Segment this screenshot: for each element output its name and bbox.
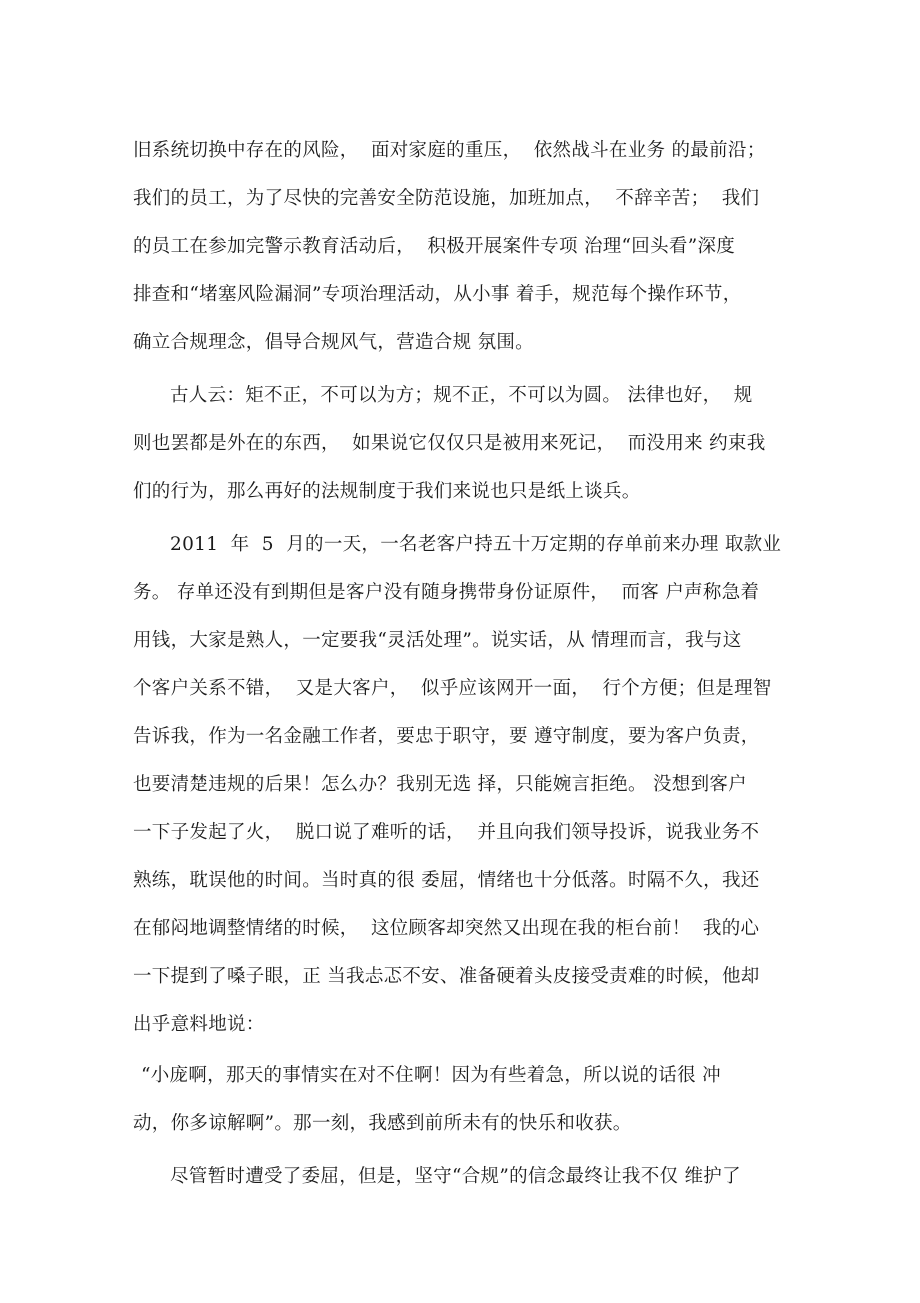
text-line: 古人云：矩不正，不可以为方；规不正，不可以为圆。 法律也好， 规 (170, 385, 753, 406)
text-line: 的员工在参加完警示教育活动后， 积极开展案件专项 治理“回头看”深度 (133, 236, 736, 257)
text-line: 务。 存单还没有到期但是客户没有随身携带身份证原件， 而客 户声称急着 (133, 582, 760, 603)
text-line: 个客户关系不错， 又是大客户， 似乎应该网开一面， 行个方便；但是理智 (133, 678, 772, 699)
text-line: 用钱，大家是熟人，一定要我“灵活处理”。说实话，从 情理而言，我与这 (133, 630, 742, 651)
text-line: 确立合规理念，倡导合规风气，营造合规 氛围。 (133, 332, 534, 353)
text-line: 动，你多谅解啊”。那一刻，我感到前所未有的快乐和收获。 (133, 1113, 632, 1134)
text-line: 在郁闷地调整情绪的时候， 这位顾客却突然又出现在我的柜台前！ 我的心 (133, 918, 760, 939)
text-line: 出乎意料地说： (133, 1014, 265, 1035)
text-line: 旧系统切换中存在的风险， 面对家庭的重压， 依然战斗在业务 的最前沿； (133, 140, 766, 161)
text-line: 也要清楚违规的后果！怎么办？我别无选 择，只能婉言拒绝。 没想到客户 (133, 774, 747, 795)
text-line: 一下子发起了火， 脱口说了难听的话， 并且向我们领导投诉，说我业务不 (133, 822, 760, 843)
text-line: “小庞啊，那天的事情实在对不住啊！因为有些着急，所以说的话很 冲 (141, 1065, 721, 1086)
text-line: 则也罢都是外在的东西， 如果说它仅仅只是被用来死记， 而没用来 约束我 (133, 433, 766, 454)
text-line: 一下提到了嗓子眼，正 当我忐忑不安、准备硬着头皮接受责难的时候，他却 (133, 966, 760, 987)
text-line: 熟练，耽误他的时间。当时真的很 委屈，情绪也十分低落。时隔不久，我还 (133, 870, 760, 891)
text-line: 尽管暂时遭受了委屈，但是，坚守“合规”的信念最终让我不仅 维护了 (170, 1166, 741, 1187)
text-line: 我们的员工，为了尽快的完善安全防范设施，加班加点， 不辞辛苦； 我们 (133, 188, 760, 209)
text-line: 排查和“堵塞风险漏洞”专项治理活动，从小事 着手，规范每个操作环节， (133, 284, 742, 305)
text-line: 们的行为，那么再好的法规制度于我们来说也只是纸上谈兵。 (133, 481, 641, 502)
text-line: 2011 年 5 月的一天，一名老客户持五十万定期的存单前来办理 取款业 (170, 534, 782, 555)
text-line: 告诉我，作为一名金融工作者，要忠于职守，要 遵守制度，要为客户负责， (133, 726, 760, 747)
